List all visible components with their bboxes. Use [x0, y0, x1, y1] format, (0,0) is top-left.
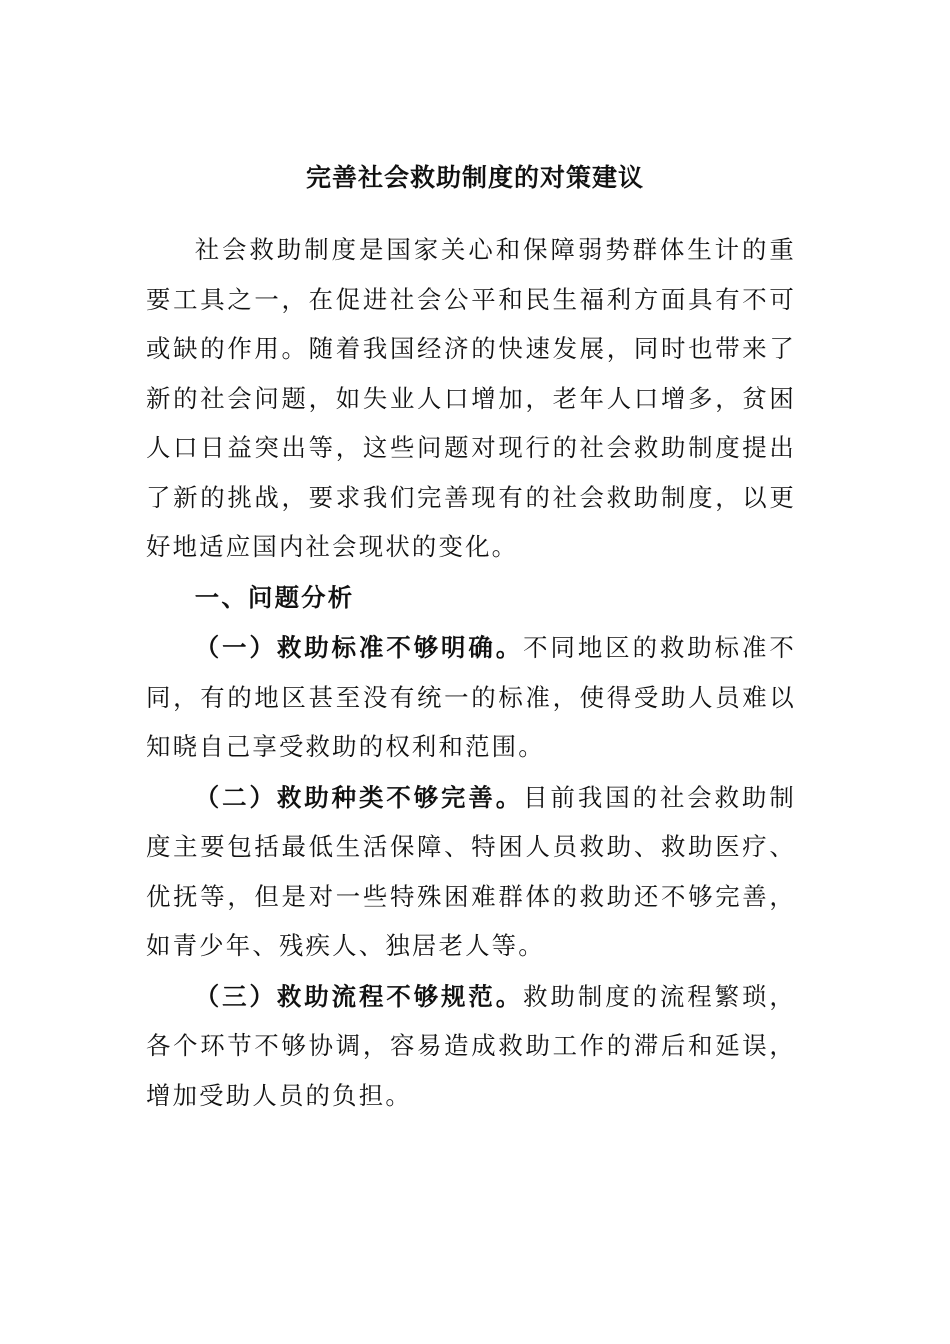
item-lead-3: （三）救助流程不够规范。	[194, 981, 524, 1011]
item-paragraph-1	[146, 623, 796, 772]
item-text-3: 救助制度的流程繁琐，各个环节不够协调，容易造成救助工作的滞后和延误，增加受助人员的负担。	[146, 981, 796, 1110]
item-paragraph-2	[146, 773, 796, 971]
item-paragraph-3	[146, 972, 796, 1121]
item-lead-1: （一）救助标准不够明确。	[194, 633, 524, 662]
item-text-2: 目前我国的社会救助制度主要包括最低生活保障、特困人员救助、救助医疗、优抚等，但是对一些特殊困难群体的救助还不够完善，如青少年、残疾人、独居老人等。	[146, 782, 796, 960]
intro-paragraph: 社会救助制度是国家关心和保障弱势群体生计的重要工具之一，在促进社会公平和民生福利方面具有不可或缺的作用。随着我国经济的快速发展，同时也带来了新的社会问题，如失业人口增加，老年人口增多，贫困人口日益突出等，这些问题对现行的社会救助制度提出了新的挑战，要求我们完善现有的社会救助制度，以更好地适应国内社会现状的变化。	[146, 235, 796, 561]
document-title: 完善社会救助制度的对策建议	[305, 163, 644, 192]
item-lead-2: （二）救助种类不够完善。	[194, 782, 524, 812]
document-body	[146, 225, 796, 1120]
section-heading: 一、问题分析	[194, 582, 355, 612]
item-text-1: 不同地区的救助标准不同，有的地区甚至没有统一的标准，使得受助人员难以知晓自己享受救助的权利和范围。	[146, 633, 796, 761]
